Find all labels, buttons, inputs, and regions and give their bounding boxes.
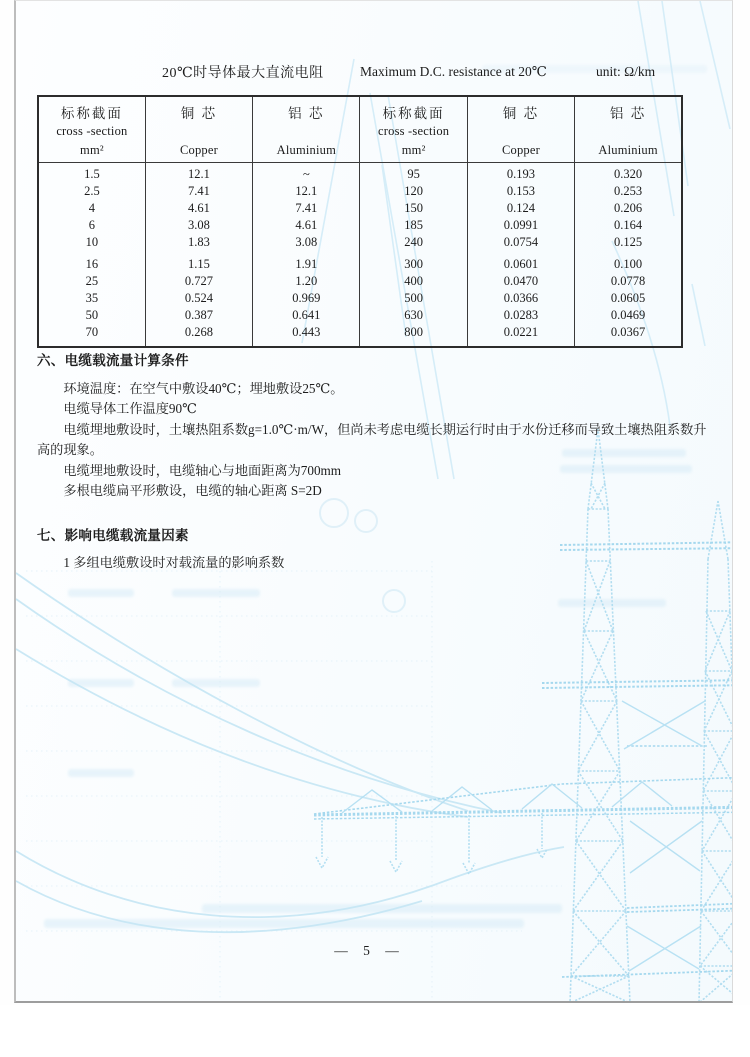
col-label-zh: 铝 芯 [609, 106, 647, 121]
section-6-line: 电缆埋地敷设时，土壤热阻系数g=1.0℃·m/W，但尚未考虑电缆长期运行时由于水份迁移而导致土壤热阻系数升高的现象。 [37, 421, 707, 457]
col-label-en: cross -section [378, 123, 450, 138]
table-cell: 0.253 [575, 183, 682, 200]
page-number: — 5 — [334, 943, 400, 958]
table-row [38, 273, 682, 290]
resistance-table [37, 95, 683, 348]
table-cell: 6 [88, 217, 96, 232]
col-header-copper [145, 96, 252, 162]
table-cell: 0.0367 [575, 324, 682, 347]
table-cell: 0.0470 [467, 273, 574, 290]
table-cell: 1.15 [145, 251, 252, 273]
table-cell: 0.0221 [467, 324, 574, 347]
table-cell: 300 [360, 251, 467, 273]
title-chinese: 20℃时导体最大直流电阻 [162, 66, 324, 81]
table-cell: 0.100 [575, 251, 682, 273]
table-cell: 4 [88, 200, 96, 215]
table-row [38, 162, 682, 183]
table-cell: 0.0754 [467, 234, 574, 251]
table-cell: 500 [360, 290, 467, 307]
table-cell: 7.41 [253, 200, 360, 217]
table-cell: 185 [360, 217, 467, 234]
table-cell: 95 [360, 162, 467, 183]
table-cell: ~ [253, 162, 360, 183]
col-label-zh: 铜 芯 [180, 106, 218, 121]
col-header-aluminium [253, 96, 360, 162]
table-cell: 0.0469 [575, 307, 682, 324]
table-cell: 16 [85, 256, 99, 271]
table-cell: 0.0605 [575, 290, 682, 307]
section-7-line: 1 多组电缆敷设时对载流量的影响系数 [63, 555, 285, 570]
resistance-table-body [38, 162, 682, 347]
table-cell: 0.125 [575, 234, 682, 251]
col-header-aluminium [575, 96, 682, 162]
paper-sheet [14, 0, 733, 1003]
col-label-zh: 标称截面 [60, 106, 123, 121]
table-cell: 12.1 [253, 183, 360, 200]
table-cell: 0.969 [253, 290, 360, 307]
table-cell: 0.443 [253, 324, 360, 347]
section-7-heading: 七、影响电缆载流量因素 [37, 527, 189, 543]
table-cell: 1.5 [84, 166, 100, 181]
table-row [38, 200, 682, 217]
table-cell: 0.641 [253, 307, 360, 324]
table-row [38, 234, 682, 251]
table-cell: 1.91 [253, 251, 360, 273]
col-label-zh: 铜 芯 [502, 106, 540, 121]
table-cell: 70 [85, 324, 99, 339]
table-cell: 150 [360, 200, 467, 217]
col-label-en: Aluminium [276, 142, 337, 157]
col-label-unit: mm² [80, 142, 104, 157]
section-6-line: 电缆埋地敷设时，电缆轴心与地面距离为700mm [63, 462, 342, 478]
table-row [38, 217, 682, 234]
table-cell: 1.83 [145, 234, 252, 251]
table-row [38, 290, 682, 307]
resistance-table-header [38, 96, 682, 162]
table-cell: 50 [85, 307, 99, 322]
table-cell: 0.387 [145, 307, 252, 324]
unit-label: unit: Ω/km [596, 64, 656, 79]
table-cell: 0.206 [575, 200, 682, 217]
table-cell: 0.320 [575, 162, 682, 183]
table-cell: 4.61 [253, 217, 360, 234]
section-6-line: 环境温度：在空气中敷设40℃；埋地敷设25℃。 [63, 380, 344, 396]
table-cell: 400 [360, 273, 467, 290]
section-6-heading: 六、电缆载流量计算条件 [37, 353, 189, 368]
title-english: Maximum D.C. resistance at 20℃ [360, 64, 547, 79]
table-cell: 0.268 [145, 324, 252, 347]
table-cell: 2.5 [84, 183, 100, 198]
table-cell: 0.0283 [467, 307, 574, 324]
table-cell: 7.41 [145, 183, 252, 200]
table-cell: 35 [85, 290, 99, 305]
table-cell: 0.124 [467, 200, 574, 217]
table-cell: 0.0991 [467, 217, 574, 234]
scanner-bed-area [0, 1005, 750, 1057]
table-row [38, 307, 682, 324]
table-cell: 3.08 [145, 217, 252, 234]
col-label-en: cross -section [56, 123, 128, 138]
col-header-copper [467, 96, 574, 162]
table-row [38, 324, 682, 347]
col-header-cross-section [38, 96, 145, 162]
table-cell: 0.0601 [467, 251, 574, 273]
table-cell: 10 [85, 234, 99, 249]
table-row [38, 251, 682, 273]
table-cell: 25 [85, 273, 99, 288]
table-cell: 0.0778 [575, 273, 682, 290]
table-cell: 240 [360, 234, 467, 251]
table-cell: 0.0366 [467, 290, 574, 307]
table-cell: 1.20 [253, 273, 360, 290]
body-text [37, 351, 715, 574]
table-cell: 0.193 [467, 162, 574, 183]
section-6-line: 电缆导体工作温度90℃ [63, 401, 197, 416]
table-cell: 800 [360, 324, 467, 347]
table-cell: 0.727 [145, 273, 252, 290]
table-cell: 0.164 [575, 217, 682, 234]
col-label-zh: 铝 芯 [288, 106, 325, 121]
col-label-en: Copper [501, 142, 540, 157]
table-row [38, 183, 682, 200]
table-cell: 12.1 [145, 162, 252, 183]
col-label-zh: 标称截面 [382, 106, 445, 121]
col-label-en: Aluminium [598, 142, 658, 157]
table-cell: 120 [360, 183, 467, 200]
col-header-cross-section [360, 96, 467, 162]
table-cell: 0.524 [145, 290, 252, 307]
col-label-unit: mm² [401, 142, 426, 157]
table-cell: 0.153 [467, 183, 574, 200]
table-cell: 630 [360, 307, 467, 324]
section-6-line: 多根电缆扁平形敷设，电缆的轴心距离 S=2D [63, 483, 322, 498]
col-label-en: Copper [179, 142, 218, 157]
table-cell: 3.08 [253, 234, 360, 251]
table-cell: 4.61 [145, 200, 252, 217]
